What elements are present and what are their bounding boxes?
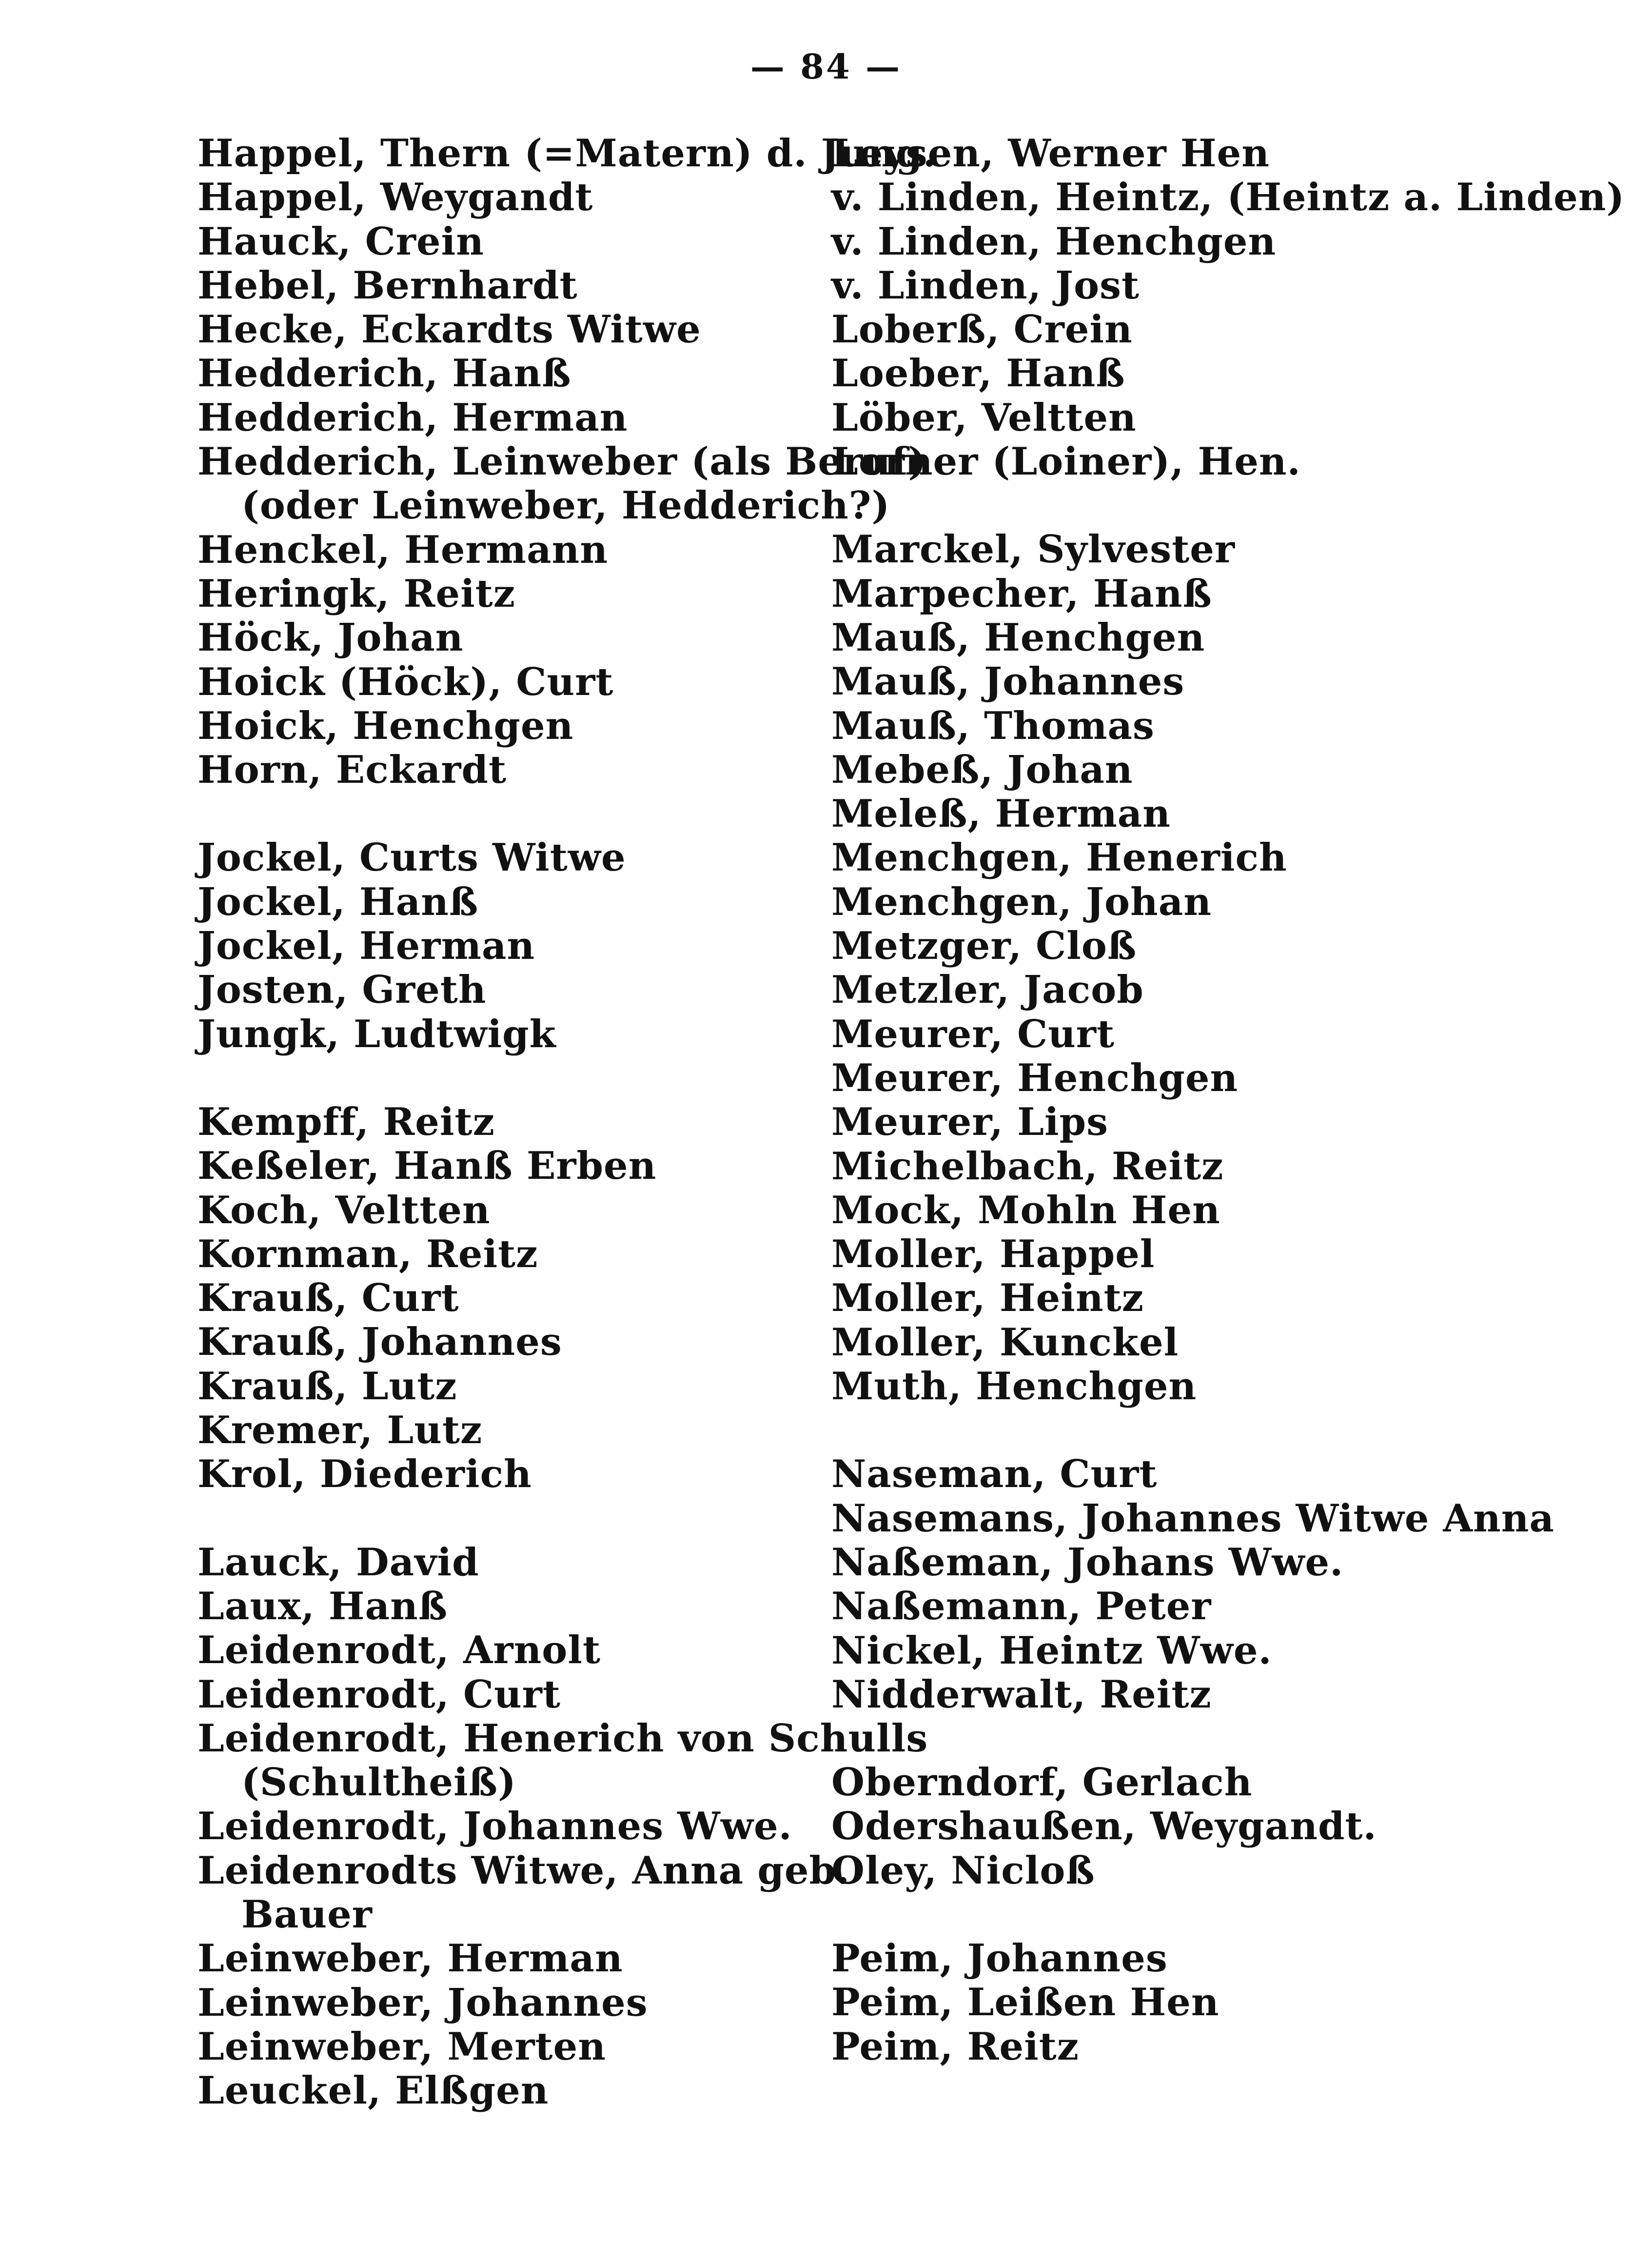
name-entry: Hebel, Bernhardt: [197, 263, 578, 308]
name-entry: Jockel, Herman: [197, 924, 535, 969]
name-entry: Mauß, Henchgen: [831, 615, 1205, 660]
name-entry: Hedderich, Herman: [197, 395, 628, 440]
section-gap: [831, 1717, 1514, 1761]
name-entry: Peim, Leißen Hen: [831, 1980, 1219, 2025]
name-entry: Henckel, Hermann: [197, 527, 609, 572]
name-entry: Hauck, Crein: [197, 219, 484, 264]
name-entry: Oley, Nicloß: [831, 1848, 1095, 1893]
name-entry: Odershaußen, Weygandt.: [831, 1804, 1377, 1849]
name-entry: Mauß, Thomas: [831, 703, 1155, 748]
name-entry: Hedderich, Leinweber (als Beruf): [197, 439, 927, 484]
name-entry: Leidenrodts Witwe, Anna geb.: [197, 1848, 850, 1893]
name-entry: Löber, Veltten: [831, 395, 1137, 440]
name-entry: Leidenrodt, Henerich von Schulls: [197, 1716, 928, 1761]
name-entry: Jungk, Ludtwigk: [197, 1012, 556, 1056]
name-entry: Hedderich, Hanß: [197, 351, 571, 396]
name-entry: Menchgen, Johan: [831, 879, 1212, 924]
name-entry: v. Linden, Jost: [831, 263, 1140, 308]
name-entry-continuation: Bauer: [241, 1892, 373, 1937]
name-entry: Krol, Diederich: [197, 1452, 532, 1497]
name-entry: Mauß, Johannes: [831, 659, 1185, 704]
name-entry: Krauß, Johannes: [197, 1320, 562, 1365]
name-entry: Naßemann, Peter: [831, 1584, 1212, 1629]
name-entry: Naseman, Curt: [831, 1452, 1158, 1497]
name-entry: Loberß, Crein: [831, 307, 1133, 352]
name-entry: Menchgen, Henerich: [831, 835, 1287, 880]
name-entry: Moller, Heintz: [831, 1276, 1144, 1321]
name-entry: Oberndorf, Gerlach: [831, 1760, 1253, 1805]
name-entry: Meurer, Lips: [831, 1100, 1109, 1145]
name-entry: Loeber, Hanß: [831, 351, 1125, 396]
name-entry: Leinweber, Johannes: [197, 1980, 648, 2025]
name-entry: Nasemans, Johannes Witwe Anna: [831, 1496, 1554, 1541]
name-entry: Moller, Happel: [831, 1232, 1155, 1277]
name-entry: Peim, Reitz: [831, 2024, 1080, 2069]
name-entry: v. Linden, Henchgen: [831, 219, 1277, 264]
section-gap: [197, 1056, 807, 1100]
name-entry: Krauß, Lutz: [197, 1364, 457, 1409]
name-entry: Metzler, Jacob: [831, 968, 1144, 1012]
name-entry: Leinweber, Herman: [197, 1936, 623, 1981]
name-entry: Metzger, Cloß: [831, 924, 1137, 969]
name-entry: Josten, Greth: [197, 968, 487, 1012]
name-entry-continuation: (oder Leinweber, Hedderich?): [241, 483, 890, 528]
right-name-column: [831, 131, 1625, 2069]
name-entry: Mebeß, Johan: [831, 747, 1133, 792]
name-entry: Horn, Eckardt: [197, 748, 507, 793]
section-gap: [831, 1893, 1514, 1937]
name-entry: Michelbach, Reitz: [831, 1144, 1224, 1189]
name-entry: Höck, Johan: [197, 615, 464, 660]
name-entry: Meurer, Curt: [831, 1012, 1115, 1056]
name-entry: Hoick, Henchgen: [197, 703, 574, 748]
name-entry: Muth, Henchgen: [831, 1364, 1197, 1409]
name-entry: Peim, Johannes: [831, 1936, 1168, 1981]
name-entry: Leysen, Werner Hen: [831, 131, 1270, 176]
section-gap: [831, 1409, 1514, 1452]
name-entry: Hoick (Höck), Curt: [197, 659, 614, 704]
name-entry: v. Linden, Heintz, (Heintz a. Linden): [831, 175, 1625, 220]
name-entry: Kremer, Lutz: [197, 1408, 483, 1453]
name-entry: Leidenrodt, Curt: [197, 1672, 561, 1717]
name-entry: Laux, Hanß: [197, 1584, 448, 1628]
name-entry: Jockel, Curts Witwe: [197, 835, 626, 880]
section-gap: [197, 1497, 807, 1541]
section-gap: [831, 484, 1514, 528]
name-entry: Krauß, Curt: [197, 1276, 459, 1321]
left-name-column: [197, 131, 937, 2113]
name-entry: Leuckel, Elßgen: [197, 2068, 549, 2113]
name-entry: Koch, Veltten: [197, 1188, 491, 1232]
name-entry: Heringk, Reitz: [197, 571, 516, 616]
name-entry: Happel, Weygandt: [197, 175, 593, 220]
name-entry: Kempff, Reitz: [197, 1099, 495, 1144]
name-entry: Kornman, Reitz: [197, 1231, 538, 1276]
name-entry: Leidenrodt, Arnolt: [197, 1628, 601, 1673]
name-entry: Lorner (Loiner), Hen.: [831, 439, 1301, 484]
name-entry: Nidderwalt, Reitz: [831, 1672, 1212, 1717]
name-entry: Lauck, David: [197, 1540, 479, 1585]
name-entry: Hecke, Eckardts Witwe: [197, 307, 701, 352]
name-entry: Marpecher, Hanß: [831, 571, 1212, 616]
name-entry: Leinweber, Merten: [197, 2024, 606, 2069]
name-entry: Meleß, Herman: [831, 792, 1171, 836]
page-number: — 84 —: [750, 46, 902, 87]
name-entry: Nickel, Heintz Wwe.: [831, 1628, 1272, 1673]
name-entry: Keßeler, Hanß Erben: [197, 1144, 657, 1189]
name-entry: Jockel, Hanß: [197, 879, 479, 924]
section-gap: [197, 792, 807, 836]
name-entry: Meurer, Henchgen: [831, 1055, 1239, 1100]
name-entry: Marckel, Sylvester: [831, 527, 1235, 572]
name-entry: Leidenrodt, Johannes Wwe.: [197, 1804, 792, 1849]
name-entry: Moller, Kunckel: [831, 1320, 1179, 1365]
name-entry: Naßeman, Johans Wwe.: [831, 1540, 1344, 1585]
name-entry: Mock, Mohln Hen: [831, 1188, 1220, 1232]
name-entry-continuation: (Schultheiß): [241, 1760, 516, 1805]
name-entry: Happel, Thern (=Matern) d. Jung.: [197, 131, 937, 176]
